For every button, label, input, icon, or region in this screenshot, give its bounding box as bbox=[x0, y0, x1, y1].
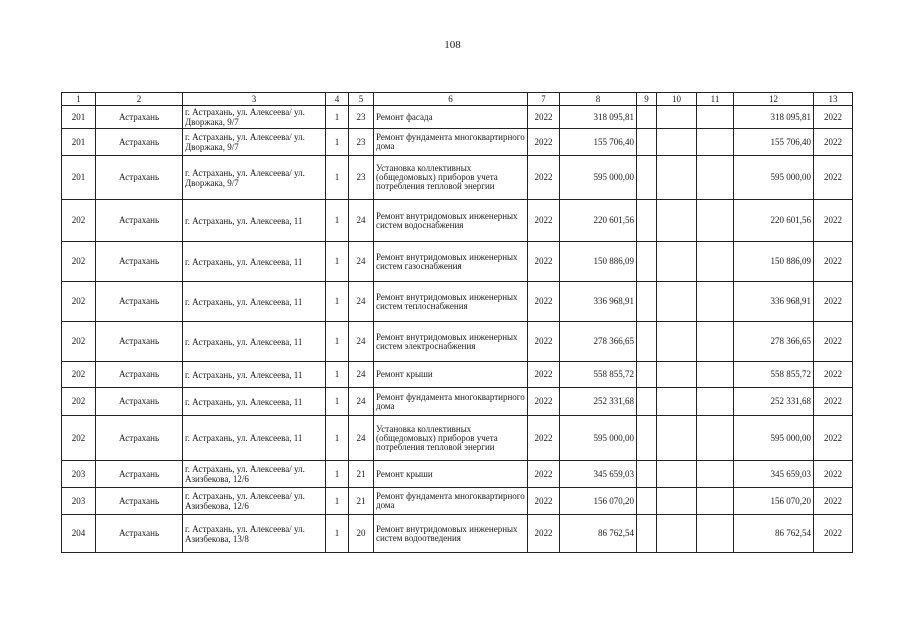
table-row bbox=[62, 242, 853, 282]
page-number: 108 bbox=[444, 39, 461, 51]
column-5-cell: 23 bbox=[349, 106, 374, 129]
address-cell: г. Астрахань, ул. Алексеева, 11 bbox=[183, 388, 326, 416]
city-cell: Астрахань bbox=[96, 388, 183, 416]
year-cell: 2022 bbox=[528, 106, 560, 129]
work-type-cell: Установка коллективных (общедомовых) приборов учета потребления тепловой энергии bbox=[374, 156, 528, 200]
year-cell: 2022 bbox=[528, 129, 560, 156]
total-cost-cell: 155 706,40 bbox=[734, 129, 814, 156]
city-cell: Астрахань bbox=[96, 282, 183, 322]
table-row bbox=[62, 388, 853, 416]
table-row bbox=[62, 461, 853, 488]
column-9-cell bbox=[637, 515, 657, 553]
table-row bbox=[62, 156, 853, 200]
total-cost-cell: 595 000,00 bbox=[734, 416, 814, 461]
column-5-cell: 20 bbox=[349, 515, 374, 553]
work-type-cell: Ремонт внутридомовых инженерных систем теплоснабжения bbox=[374, 282, 528, 322]
column-11-cell bbox=[697, 322, 734, 362]
total-cost-cell: 595 000,00 bbox=[734, 156, 814, 200]
column-4-cell: 1 bbox=[326, 129, 349, 156]
table-row bbox=[62, 200, 853, 242]
column-number-header: 7 bbox=[528, 93, 560, 106]
work-type-cell: Ремонт внутридомовых инженерных систем водоотведения bbox=[374, 515, 528, 553]
column-4-cell: 1 bbox=[326, 200, 349, 242]
row-number-cell: 201 bbox=[62, 106, 96, 129]
column-11-cell bbox=[697, 416, 734, 461]
completion-year-cell: 2022 bbox=[814, 106, 853, 129]
city-cell: Астрахань bbox=[96, 488, 183, 515]
cost-cell: 595 000,00 bbox=[560, 416, 637, 461]
column-9-cell bbox=[637, 388, 657, 416]
column-10-cell bbox=[657, 156, 697, 200]
address-cell: г. Астрахань, ул. Алексеева, 11 bbox=[183, 242, 326, 282]
work-type-cell: Ремонт крыши bbox=[374, 461, 528, 488]
address-cell: г. Астрахань, ул. Алексеева, 11 bbox=[183, 322, 326, 362]
year-cell: 2022 bbox=[528, 156, 560, 200]
table-row bbox=[62, 488, 853, 515]
column-number-row bbox=[62, 93, 853, 106]
column-10-cell bbox=[657, 388, 697, 416]
row-number-cell: 204 bbox=[62, 515, 96, 553]
completion-year-cell: 2022 bbox=[814, 129, 853, 156]
work-type-cell: Ремонт внутридомовых инженерных систем газоснабжения bbox=[374, 242, 528, 282]
column-11-cell bbox=[697, 200, 734, 242]
work-type-cell: Ремонт фундамента многоквартирного дома bbox=[374, 488, 528, 515]
column-11-cell bbox=[697, 156, 734, 200]
city-cell: Астрахань bbox=[96, 362, 183, 388]
column-9-cell bbox=[637, 106, 657, 129]
column-4-cell: 1 bbox=[326, 416, 349, 461]
completion-year-cell: 2022 bbox=[814, 416, 853, 461]
column-4-cell: 1 bbox=[326, 461, 349, 488]
city-cell: Астрахань bbox=[96, 416, 183, 461]
column-10-cell bbox=[657, 129, 697, 156]
column-number-header: 12 bbox=[734, 93, 814, 106]
column-4-cell: 1 bbox=[326, 106, 349, 129]
table-row bbox=[62, 416, 853, 461]
address-cell: г. Астрахань, ул. Алексеева/ ул. Дворжака, 9/7 bbox=[183, 129, 326, 156]
column-4-cell: 1 bbox=[326, 156, 349, 200]
column-number-header: 1 bbox=[62, 93, 96, 106]
table-row bbox=[62, 515, 853, 553]
column-4-cell: 1 bbox=[326, 488, 349, 515]
column-11-cell bbox=[697, 461, 734, 488]
column-number-header: 4 bbox=[326, 93, 349, 106]
address-cell: г. Астрахань, ул. Алексеева/ ул. Азизбекова, 13/8 bbox=[183, 515, 326, 553]
column-10-cell bbox=[657, 282, 697, 322]
city-cell: Астрахань bbox=[96, 129, 183, 156]
column-11-cell bbox=[697, 106, 734, 129]
cost-cell: 155 706,40 bbox=[560, 129, 637, 156]
row-number-cell: 203 bbox=[62, 461, 96, 488]
table-row bbox=[62, 282, 853, 322]
cost-cell: 150 886,09 bbox=[560, 242, 637, 282]
column-5-cell: 23 bbox=[349, 129, 374, 156]
column-9-cell bbox=[637, 362, 657, 388]
column-number-header: 3 bbox=[183, 93, 326, 106]
work-type-cell: Установка коллективных (общедомовых) приборов учета потребления тепловой энергии bbox=[374, 416, 528, 461]
work-type-cell: Ремонт фундамента многоквартирного дома bbox=[374, 129, 528, 156]
column-10-cell bbox=[657, 200, 697, 242]
column-5-cell: 24 bbox=[349, 200, 374, 242]
completion-year-cell: 2022 bbox=[814, 515, 853, 553]
column-5-cell: 24 bbox=[349, 322, 374, 362]
row-number-cell: 202 bbox=[62, 388, 96, 416]
year-cell: 2022 bbox=[528, 322, 560, 362]
row-number-cell: 201 bbox=[62, 129, 96, 156]
column-11-cell bbox=[697, 388, 734, 416]
table-row bbox=[62, 362, 853, 388]
row-number-cell: 202 bbox=[62, 362, 96, 388]
year-cell: 2022 bbox=[528, 515, 560, 553]
column-11-cell bbox=[697, 282, 734, 322]
column-9-cell bbox=[637, 488, 657, 515]
total-cost-cell: 252 331,68 bbox=[734, 388, 814, 416]
work-type-cell: Ремонт фундамента многоквартирного дома bbox=[374, 388, 528, 416]
column-4-cell: 1 bbox=[326, 282, 349, 322]
column-9-cell bbox=[637, 322, 657, 362]
cost-cell: 278 366,65 bbox=[560, 322, 637, 362]
column-4-cell: 1 bbox=[326, 388, 349, 416]
completion-year-cell: 2022 bbox=[814, 388, 853, 416]
column-5-cell: 24 bbox=[349, 416, 374, 461]
city-cell: Астрахань bbox=[96, 156, 183, 200]
cost-cell: 558 855,72 bbox=[560, 362, 637, 388]
column-9-cell bbox=[637, 156, 657, 200]
row-number-cell: 202 bbox=[62, 322, 96, 362]
year-cell: 2022 bbox=[528, 416, 560, 461]
total-cost-cell: 278 366,65 bbox=[734, 322, 814, 362]
column-10-cell bbox=[657, 515, 697, 553]
completion-year-cell: 2022 bbox=[814, 282, 853, 322]
address-cell: г. Астрахань, ул. Алексеева, 11 bbox=[183, 282, 326, 322]
year-cell: 2022 bbox=[528, 362, 560, 388]
column-5-cell: 24 bbox=[349, 388, 374, 416]
completion-year-cell: 2022 bbox=[814, 461, 853, 488]
row-number-cell: 202 bbox=[62, 416, 96, 461]
column-5-cell: 21 bbox=[349, 461, 374, 488]
cost-cell: 86 762,54 bbox=[560, 515, 637, 553]
completion-year-cell: 2022 bbox=[814, 156, 853, 200]
column-4-cell: 1 bbox=[326, 362, 349, 388]
column-9-cell bbox=[637, 129, 657, 156]
city-cell: Астрахань bbox=[96, 106, 183, 129]
address-cell: г. Астрахань, ул. Алексеева/ ул. Дворжака, 9/7 bbox=[183, 156, 326, 200]
year-cell: 2022 bbox=[528, 282, 560, 322]
total-cost-cell: 150 886,09 bbox=[734, 242, 814, 282]
cost-cell: 336 968,91 bbox=[560, 282, 637, 322]
column-5-cell: 24 bbox=[349, 242, 374, 282]
row-number-cell: 202 bbox=[62, 242, 96, 282]
column-10-cell bbox=[657, 106, 697, 129]
completion-year-cell: 2022 bbox=[814, 488, 853, 515]
year-cell: 2022 bbox=[528, 242, 560, 282]
total-cost-cell: 86 762,54 bbox=[734, 515, 814, 553]
cost-cell: 252 331,68 bbox=[560, 388, 637, 416]
column-5-cell: 24 bbox=[349, 282, 374, 322]
column-9-cell bbox=[637, 416, 657, 461]
cost-cell: 318 095,81 bbox=[560, 106, 637, 129]
column-11-cell bbox=[697, 362, 734, 388]
city-cell: Астрахань bbox=[96, 242, 183, 282]
row-number-cell: 203 bbox=[62, 488, 96, 515]
column-9-cell bbox=[637, 200, 657, 242]
work-type-cell: Ремонт крыши bbox=[374, 362, 528, 388]
row-number-cell: 201 bbox=[62, 156, 96, 200]
city-cell: Астрахань bbox=[96, 322, 183, 362]
completion-year-cell: 2022 bbox=[814, 322, 853, 362]
column-11-cell bbox=[697, 129, 734, 156]
column-number-header: 5 bbox=[349, 93, 374, 106]
address-cell: г. Астрахань, ул. Алексеева/ ул. Дворжака, 9/7 bbox=[183, 106, 326, 129]
completion-year-cell: 2022 bbox=[814, 362, 853, 388]
address-cell: г. Астрахань, ул. Алексеева/ ул. Азизбекова, 12/6 bbox=[183, 461, 326, 488]
column-5-cell: 21 bbox=[349, 488, 374, 515]
column-9-cell bbox=[637, 461, 657, 488]
column-number-header: 6 bbox=[374, 93, 528, 106]
address-cell: г. Астрахань, ул. Алексеева, 11 bbox=[183, 362, 326, 388]
table-body bbox=[62, 93, 853, 553]
column-11-cell bbox=[697, 515, 734, 553]
work-type-cell: Ремонт внутридомовых инженерных систем водоснабжения bbox=[374, 200, 528, 242]
column-number-header: 2 bbox=[96, 93, 183, 106]
column-10-cell bbox=[657, 322, 697, 362]
year-cell: 2022 bbox=[528, 388, 560, 416]
total-cost-cell: 220 601,56 bbox=[734, 200, 814, 242]
work-type-cell: Ремонт фасада bbox=[374, 106, 528, 129]
year-cell: 2022 bbox=[528, 488, 560, 515]
cost-cell: 345 659,03 bbox=[560, 461, 637, 488]
cost-cell: 220 601,56 bbox=[560, 200, 637, 242]
table-row bbox=[62, 322, 853, 362]
completion-year-cell: 2022 bbox=[814, 242, 853, 282]
column-11-cell bbox=[697, 488, 734, 515]
column-11-cell bbox=[697, 242, 734, 282]
column-5-cell: 23 bbox=[349, 156, 374, 200]
column-9-cell bbox=[637, 242, 657, 282]
column-number-header: 10 bbox=[657, 93, 697, 106]
column-10-cell bbox=[657, 362, 697, 388]
column-10-cell bbox=[657, 242, 697, 282]
column-4-cell: 1 bbox=[326, 322, 349, 362]
column-number-header: 11 bbox=[697, 93, 734, 106]
table-row bbox=[62, 129, 853, 156]
address-cell: г. Астрахань, ул. Алексеева, 11 bbox=[183, 416, 326, 461]
column-number-header: 13 bbox=[814, 93, 853, 106]
total-cost-cell: 345 659,03 bbox=[734, 461, 814, 488]
total-cost-cell: 336 968,91 bbox=[734, 282, 814, 322]
city-cell: Астрахань bbox=[96, 515, 183, 553]
column-10-cell bbox=[657, 488, 697, 515]
cost-cell: 156 070,20 bbox=[560, 488, 637, 515]
year-cell: 2022 bbox=[528, 200, 560, 242]
column-9-cell bbox=[637, 282, 657, 322]
column-4-cell: 1 bbox=[326, 515, 349, 553]
cost-cell: 595 000,00 bbox=[560, 156, 637, 200]
column-5-cell: 24 bbox=[349, 362, 374, 388]
address-cell: г. Астрахань, ул. Алексеева, 11 bbox=[183, 200, 326, 242]
row-number-cell: 202 bbox=[62, 200, 96, 242]
table-row bbox=[62, 106, 853, 129]
row-number-cell: 202 bbox=[62, 282, 96, 322]
city-cell: Астрахань bbox=[96, 200, 183, 242]
column-10-cell bbox=[657, 461, 697, 488]
registry-table bbox=[61, 92, 853, 553]
work-type-cell: Ремонт внутридомовых инженерных систем электроснабжения bbox=[374, 322, 528, 362]
completion-year-cell: 2022 bbox=[814, 200, 853, 242]
column-4-cell: 1 bbox=[326, 242, 349, 282]
city-cell: Астрахань bbox=[96, 461, 183, 488]
address-cell: г. Астрахань, ул. Алексеева/ ул. Азизбекова, 12/6 bbox=[183, 488, 326, 515]
column-10-cell bbox=[657, 416, 697, 461]
column-number-header: 8 bbox=[560, 93, 637, 106]
total-cost-cell: 558 855,72 bbox=[734, 362, 814, 388]
total-cost-cell: 318 095,81 bbox=[734, 106, 814, 129]
year-cell: 2022 bbox=[528, 461, 560, 488]
column-number-header: 9 bbox=[637, 93, 657, 106]
total-cost-cell: 156 070,20 bbox=[734, 488, 814, 515]
